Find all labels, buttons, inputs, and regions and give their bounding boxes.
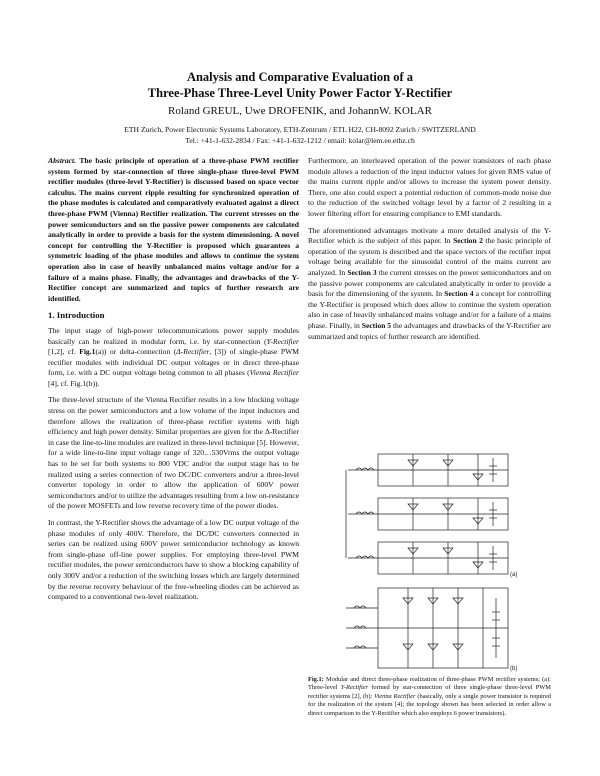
abstract-text: The basic principle of operation of a three-phase PWM rectifier system formed by star-connection of three single-phase three-level PWM rectifier modules (three-level Y-Rectifier) is discussed based on space vector calculus. The mains current ripple resulting for synchronized operation of the phase modules is calculated and comparatively evaluated against a direct three-phase PWM (Vienna) Rectifier realization. The current stresses on the power semiconductors and on the passive power components are calculated analytically in order to provide a basis for the system dimensioning. A novel concept for controlling the Y-Rectifier is proposed which guarantees a symmetric loading of the phase modules and allows to continue the system operation also in case of heavily unbalanced mains voltage and/or for a failure of a mains phase. Finally, the advantages and drawbacks of the Y-Rectifier concept are summarized and topics of further research are identified. — [48, 156, 299, 303]
p1-text-d: , [3]) of single-phase PWM rectifier modules with individual DC output voltages or in direct three-phase form, i.e. with a DC output voltage being common to all phases ( — [48, 347, 299, 378]
p5-section-2: Section 2 — [453, 236, 483, 246]
caption-label: Fig.1: — [308, 676, 324, 683]
title-line-2: Three-Phase Three-Level Unity Power Factor Y-Rectifier — [147, 86, 453, 100]
paper-title — [0, 69, 600, 101]
caption-text-a: Modular and direct three-phase realization of three-phase PWM rectifier systems; (a): Three-level — [308, 676, 551, 692]
p1-y-rectifier: Y-Rectifier — [266, 336, 299, 346]
authors: Roland GREUL, Uwe DROFENIK, and JohannW. KOLAR — [168, 105, 432, 117]
caption-vienna: Vienna Rectifier — [374, 692, 416, 700]
p1-text-c: (a)) or delta-connection ( — [95, 347, 177, 357]
right-column — [308, 156, 551, 348]
p5-text-c: the current stresses on the power semiconductors and on the passive power components are calculated analytically in order to provide a basis for the dimensioning of the system. In — [308, 267, 551, 299]
intro-paragraph-2: The three-level structure of the Vienna Rectifier results in a low blocking voltage stress on the power semiconductors and a low volume of the input inductors and therefore allows the realization of three-phase rectifier systems with high efficiency and high power density. Similar properties are given for the Δ-Rectifier in case the line-to-line modules are realized in three-level technique [5]. However, for a wide line-to-line input voltage range of 320…530Vrms the output voltage has to be set for both systems to 800 VDC and/or the output stage has to be realized using a series connection of two DC/DC converters and/or a three-level converter topology in order to allow the application of 600V power semiconductors and/or to utilize the advantages resulting from a low on-resistance of the power MOSFETs and low reverse recovery time of the power diodes. — [48, 395, 299, 511]
p1-fig-ref: Fig.1 — [79, 347, 96, 357]
p1-text-b: [1,2], cf. — [48, 347, 80, 357]
p5-section-4: Section 4 — [444, 289, 474, 299]
affiliation-line-2: Tel.: +41-1-632-2834 / Fax: +41-1-632-1212 / email: kolar@lem.ee.ethz.ch — [185, 136, 415, 145]
figure-1-schematic — [338, 448, 528, 678]
p5-text-d: a concept for controlling the Y-Rectifier is proposed which does allow to continue the system operation also in case of heavily unbalanced mains voltage and/or for a failure of a mains phase. Finally, in — [308, 289, 551, 330]
title-line-1: Analysis and Comparative Evaluation of a — [186, 70, 414, 84]
abstract-label: Abstract. — [48, 156, 77, 165]
p5-text-a: The aforementioned advantages motivate a more detailed analysis of the Y-Rectifier which is the subject of this paper. In — [308, 225, 551, 246]
p1-text-a: The input stage of high-power telecommunications power supply modules basically can be realized in modular form, i.e. by star-connection ( — [48, 325, 299, 346]
intro-paragraph-3: In contrast, the Y-Rectifier shows the advantage of a low DC output voltage of the phase modules of only 400V. Therefore, the DC/DC converters connected in series can be realized using 600V power semiconductor technology as known from single-phase off-line power supplies. For employing three-level PWM rectifier modules, the power semiconductors have to show a blocking capability of only 300V and/or a reduction of the switching losses which are largely determined by the reverse recovery behaviour of the free-wheeling diodes can be achieved as compared to a conventional two-level realization. — [48, 518, 299, 602]
circuit-a — [346, 454, 508, 574]
p1-vienna-rectifier: Vienna Rectifier — [249, 368, 299, 378]
p5-section-5: Section 5 — [361, 320, 392, 330]
circuit-b — [346, 588, 508, 668]
intro-paragraph-4: Furthermore, an interleaved operation of the power transistors of each phase module allows a reduction of the input inductor values for given RMS value of the mains current ripple and/or allows to increase the system power density. There, one also could expect a potential reduction of common-mode noise due to the reduction of the switched voltage level by a factor of 2 resulting in a lower filtering effort for ensuring compliance to EMI standards. — [308, 156, 551, 218]
figure-1-caption — [308, 676, 551, 718]
figure-label-b: (b) — [510, 666, 518, 672]
p5-section-3: Section 3 — [347, 267, 377, 277]
p1-delta-rectifier: Δ-Rectifier — [176, 347, 210, 357]
section-1-heading: 1. Introduction — [48, 310, 105, 321]
p1-text-e: [4], cf. Fig.1(b)). — [48, 378, 100, 388]
caption-y-rectifier: Y-Rectifier — [340, 684, 368, 692]
affiliation — [0, 124, 600, 146]
affiliation-line-1: ETH Zurich, Power Electronic Systems Laboratory, ETH-Zentrum / ETL H22, CH-8092 Zurich / SWITZERLAND — [124, 125, 476, 134]
left-column — [48, 156, 299, 609]
abstract — [48, 156, 299, 304]
p5-text-b: the basic principle of operation of the system is described and the space vectors of the rectifier input voltage being available for the sinusoidal control of the mains current are analyzed. In — [308, 236, 551, 277]
intro-paragraph-5 — [308, 226, 551, 343]
p5-text-e: the advantages and drawbacks of the Y-Rectifier are summarized and topics of further research are identified. — [308, 320, 552, 341]
figure-label-a: (a) — [510, 572, 518, 578]
intro-paragraph-1 — [48, 326, 299, 390]
caption-text-b: formed by star-connection of three single-phase three-level PWM rectifier systems [2], (b): — [308, 684, 551, 700]
caption-text-c: (basically, only a single power transistor is required for the realization of the system [4]; the topology shown has been selected in order allow a direct comparison to the Y-Rectifier which also employs 6 power transistors). — [308, 692, 551, 717]
